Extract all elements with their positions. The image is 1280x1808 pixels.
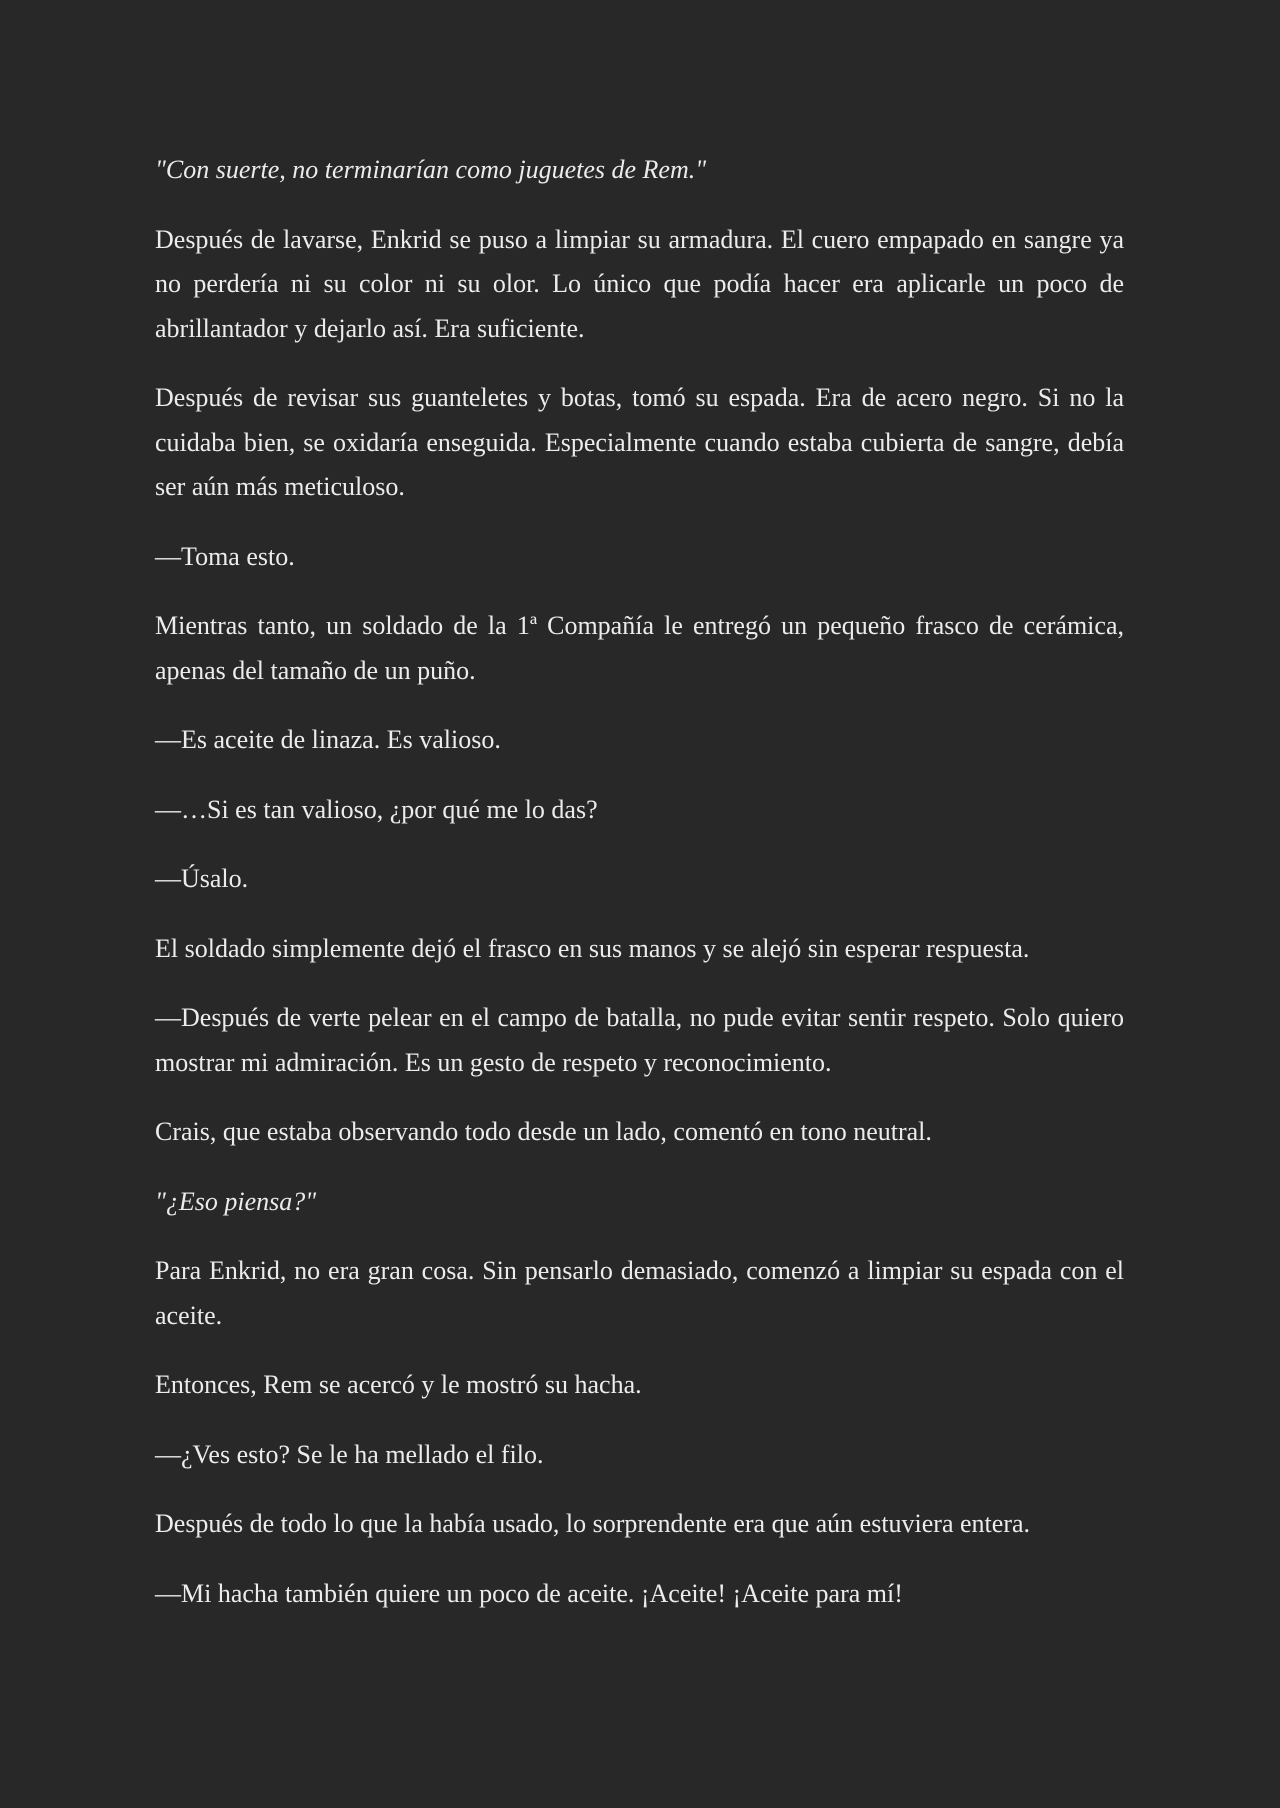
chapter-text — [155, 148, 1124, 1641]
paragraph: —Úsalo. — [155, 864, 249, 893]
paragraph: —Toma esto. — [155, 541, 295, 571]
paragraph: El soldado simplemente dejó el frasco en sus manos y se alejó sin esperar respuesta. — [155, 933, 1030, 963]
paragraph: —Mi hacha también quiere un poco de aceite. ¡Aceite! ¡Aceite para mí! — [155, 1578, 903, 1608]
paragraph: —Es aceite de linaza. Es valioso. — [155, 725, 501, 754]
paragraph: Después de revisar sus guanteletes y botas, tomó su espada. Era de acero negro. Si no la cuidaba bien, se oxidaría enseguida. Especialmente cuando estaba cubierta de sangre, debía ser aún más meticuloso. — [155, 383, 1124, 501]
paragraph: Mientras tanto, un soldado de la 1ª Compañía le entregó un pequeño frasco de cerámica, apenas del tamaño de un puño. — [155, 611, 1124, 685]
paragraph: —¿Ves esto? Se le ha mellado el filo. — [155, 1439, 544, 1469]
paragraph: "Con suerte, no terminarían como juguetes de Rem." — [155, 155, 707, 184]
paragraph: —Después de verte pelear en el campo de batalla, no pude evitar sentir respeto. Solo quiero mostrar mi admiración. Es un gesto de respeto y reconocimiento. — [155, 1003, 1124, 1077]
paragraph: —…Si es tan valioso, ¿por qué me lo das? — [155, 794, 598, 824]
paragraph: Para Enkrid, no era gran cosa. Sin pensarlo demasiado, comenzó a limpiar su espada con el aceite. — [155, 1256, 1124, 1330]
paragraph: Entonces, Rem se acercó y le mostró su hacha. — [155, 1370, 642, 1399]
paragraph: Crais, que estaba observando todo desde un lado, comentó en tono neutral. — [155, 1117, 932, 1146]
paragraph: Después de todo lo que la había usado, lo sorprendente era que aún estuviera entera. — [155, 1509, 1031, 1538]
paragraph: Después de lavarse, Enkrid se puso a limpiar su armadura. El cuero empapado en sangre ya no perdería ni su color ni su olor. Lo único que podía hacer era aplicarle un poco de abrillantador y dejarlo así. Era suficiente. — [155, 224, 1124, 343]
paragraph: "¿Eso piensa?" — [155, 1186, 317, 1216]
